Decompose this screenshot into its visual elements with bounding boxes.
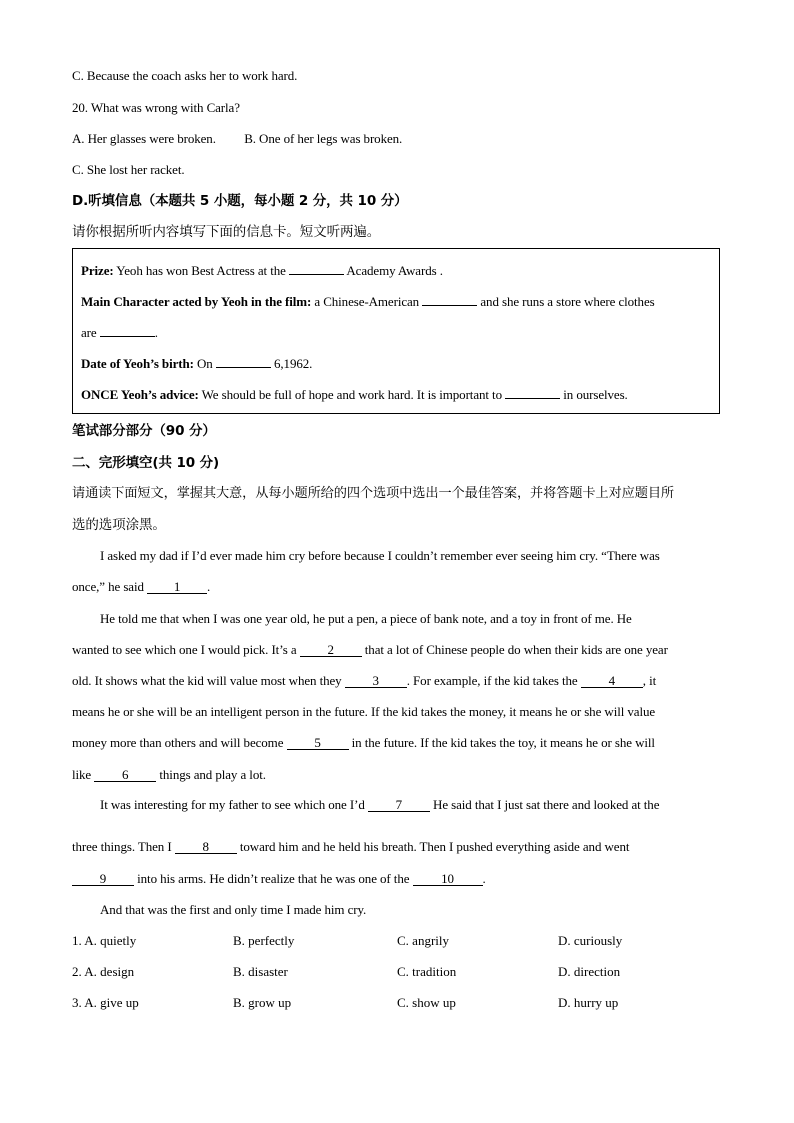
- option-2-a[interactable]: 2. A. design: [72, 964, 135, 979]
- answer-blank-advice[interactable]: [505, 386, 560, 399]
- section-2-heading: 二、完形填空(共 10 分): [72, 455, 220, 471]
- cloze-blank-9[interactable]: 9: [72, 872, 134, 886]
- cloze-blank-4[interactable]: 4: [581, 674, 643, 688]
- cloze-blank-7[interactable]: 7: [368, 798, 430, 812]
- passage-line: 9 into his arms. He didn’t realize that he was one of the 10 .: [72, 871, 486, 887]
- info-prize-line: Prize: Yeoh has won Best Actress at the Academy Awards .: [81, 263, 443, 278]
- option-3-a[interactable]: 3. A. give up: [72, 995, 139, 1010]
- cloze-blank-2[interactable]: 2: [300, 643, 362, 657]
- answer-blank-date[interactable]: [216, 355, 271, 368]
- cloze-blank-8[interactable]: 8: [175, 840, 237, 854]
- info-advice-label: ONCE Yeoh’s advice:: [81, 387, 199, 402]
- option-1-a[interactable]: 1. A. quietly: [72, 933, 137, 948]
- passage-line: I asked my dad if I’d ever made him cry before because I couldn’t remember ever seeing him cry. “There was: [100, 548, 660, 563]
- info-advice-line: ONCE Yeoh’s advice: We should be full of hope and work hard. It is important to in ourselves.: [81, 387, 628, 402]
- cloze-blank-1[interactable]: 1: [147, 580, 207, 594]
- cloze-blank-6[interactable]: 6: [94, 768, 156, 782]
- answer-blank-character[interactable]: [422, 293, 477, 306]
- cloze-blank-10[interactable]: 10: [413, 872, 483, 886]
- q20-option-c: C. She lost her racket.: [72, 162, 185, 177]
- option-1-d[interactable]: D. curiously: [558, 933, 623, 948]
- passage-line: money more than others and will become 5 in the future. If the kid takes the toy, it means he or she will: [72, 735, 655, 750]
- option-1-b[interactable]: B. perfectly: [233, 933, 295, 948]
- q20-option-b: B. One of her legs was broken.: [244, 131, 403, 146]
- written-part-heading: 笔试部分部分（90 分）: [72, 423, 216, 439]
- cloze-blank-5[interactable]: 5: [287, 736, 349, 750]
- passage-line: once,” he said 1 .: [72, 579, 211, 594]
- section-2-instruction-1: 请通读下面短文，掌握其大意，从每小题所给的四个选项中选出一个最佳答案，并将答题卡上对应题目所: [72, 486, 675, 501]
- info-prize-label: Prize:: [81, 263, 114, 278]
- answer-blank-clothes[interactable]: [100, 324, 155, 337]
- answer-blank-prize[interactable]: [289, 262, 344, 275]
- passage-line: He told me that when I was one year old, he put a pen, a piece of bank note, and a toy in front of me. He: [100, 611, 632, 626]
- option-3-b[interactable]: B. grow up: [233, 995, 292, 1010]
- passage-line: And that was the first and only time I made him cry.: [100, 902, 367, 917]
- cloze-blank-3[interactable]: 3: [345, 674, 407, 688]
- option-2-c[interactable]: C. tradition: [397, 964, 457, 979]
- info-card: [72, 248, 720, 414]
- passage-line: like 6 things and play a lot.: [72, 767, 266, 782]
- section-d-heading: D.听填信息（本题共 5 小题，每小题 2 分，共 10 分）: [72, 193, 408, 209]
- section-2-instruction-2: 选的选项涂黑。: [72, 517, 166, 533]
- info-main-line-2: are .: [81, 325, 158, 340]
- option-3-c[interactable]: C. show up: [397, 995, 456, 1010]
- option-2-b[interactable]: B. disaster: [233, 964, 288, 979]
- passage-line: wanted to see which one I would pick. It’s a 2 that a lot of Chinese people do when their kids are one year: [72, 642, 668, 657]
- info-date-line: Date of Yeoh’s birth: On 6,1962.: [81, 356, 313, 371]
- passage-line: means he or she will be an intelligent person in the future. If the kid takes the money, it means he or she will value: [72, 704, 656, 719]
- option-3-d[interactable]: D. hurry up: [558, 995, 619, 1010]
- q19-option-c: C. Because the coach asks her to work hard.: [72, 68, 298, 83]
- passage-line: three things. Then I 8 toward him and he held his breath. Then I pushed everything aside and went: [72, 839, 630, 854]
- info-main-label: Main Character acted by Yeoh in the film:: [81, 294, 312, 309]
- q20-question: 20. What was wrong with Carla?: [72, 100, 240, 115]
- passage-line: It was interesting for my father to see which one I’d 7 He said that I just sat there and looked at the: [100, 797, 660, 812]
- option-2-d[interactable]: D. direction: [558, 964, 621, 979]
- q20-options-row: [72, 131, 402, 147]
- q20-option-a: A. Her glasses were broken.: [72, 131, 216, 146]
- passage-line: old. It shows what the kid will value most when they 3 . For example, if the kid takes the 4 , it: [72, 673, 657, 688]
- option-1-c[interactable]: C. angrily: [397, 933, 449, 948]
- info-date-label: Date of Yeoh’s birth:: [81, 356, 194, 371]
- section-d-instruction: 请你根据所听内容填写下面的信息卡。短文听两遍。: [72, 224, 381, 240]
- info-main-line: Main Character acted by Yeoh in the film: a Chinese-American and she runs a store where clothes: [81, 294, 655, 309]
